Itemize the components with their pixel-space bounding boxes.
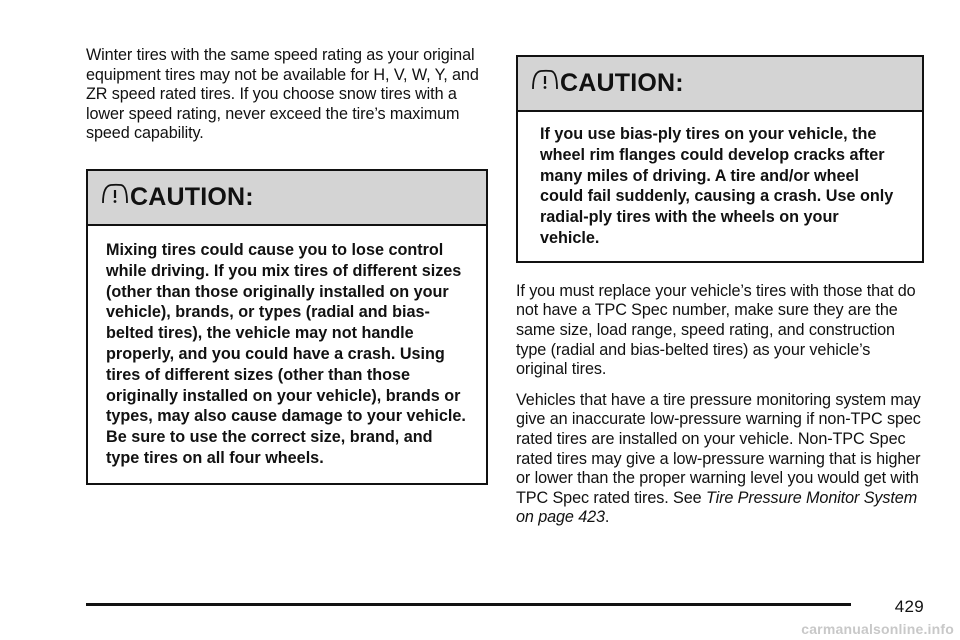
caution-title: CAUTION:: [130, 182, 254, 211]
caution-text: If you use bias-ply tires on your vehicle, the wheel rim flanges could develop cracks after many miles of driving. A tire and/or wheel could fail suddenly, causing a crash. Use only radial-ply tires with the wheels on your vehicle.: [540, 125, 894, 247]
left-column: [86, 46, 488, 485]
tpms-text: Vehicles that have a tire pressure monitoring system may give an inaccurate low-pressure warning if non-TPC spec rated tires are installed on your vehicle. Non-TPC Spec rated tires may give a low-pressure warning that is higher or lower than the proper warning level you would get with TPC Spec rated tires. See: [516, 390, 921, 507]
cross-reference-link[interactable]: Tire Pressure Monitor System on page 423: [516, 488, 918, 527]
tpms-end: .: [604, 508, 610, 527]
caution-header: [518, 57, 922, 112]
warning-triangle-icon: [100, 182, 130, 213]
page-number: 429: [894, 597, 924, 616]
warning-triangle-icon: [530, 68, 560, 99]
caution-box-bias-ply: [516, 55, 924, 263]
watermark: carmanualsonline.info: [801, 621, 954, 637]
right-column: [516, 55, 924, 528]
caution-title: CAUTION:: [560, 69, 684, 97]
footer-rule: [86, 603, 851, 606]
replace-tires-paragraph: If you must replace your vehicle’s tires with those that do not have a TPC Spec number, make sure they are the same size, load range, speed rating, and construction type (radial and bias-belted tires) as your vehicle’s original tires.: [516, 281, 916, 379]
tpms-paragraph: [516, 391, 924, 528]
intro-paragraph: Winter tires with the same speed rating as your original equipment tires may not be available for H, V, W, Y, and ZR speed rated tires. If you choose snow tires with a lower speed rating, never exceed the tire’s maximum speed capability.: [86, 46, 479, 143]
caution-text: Mixing tires could cause you to lose control while driving. If you mix tires of different sizes (other than those originally installed on your vehicle), brands, or types (radial and bias-belted tires), the vehicle may not handle properly, and you could have a crash. Using tires of different sizes (other than those originally installed on your vehicle), brands or types, may also cause damage to your vehicle. Be sure to use the correct size, brand, and type tires on all four wheels.: [106, 240, 466, 467]
caution-box-mixing-tires: [86, 169, 488, 485]
caution-header: [88, 171, 486, 226]
